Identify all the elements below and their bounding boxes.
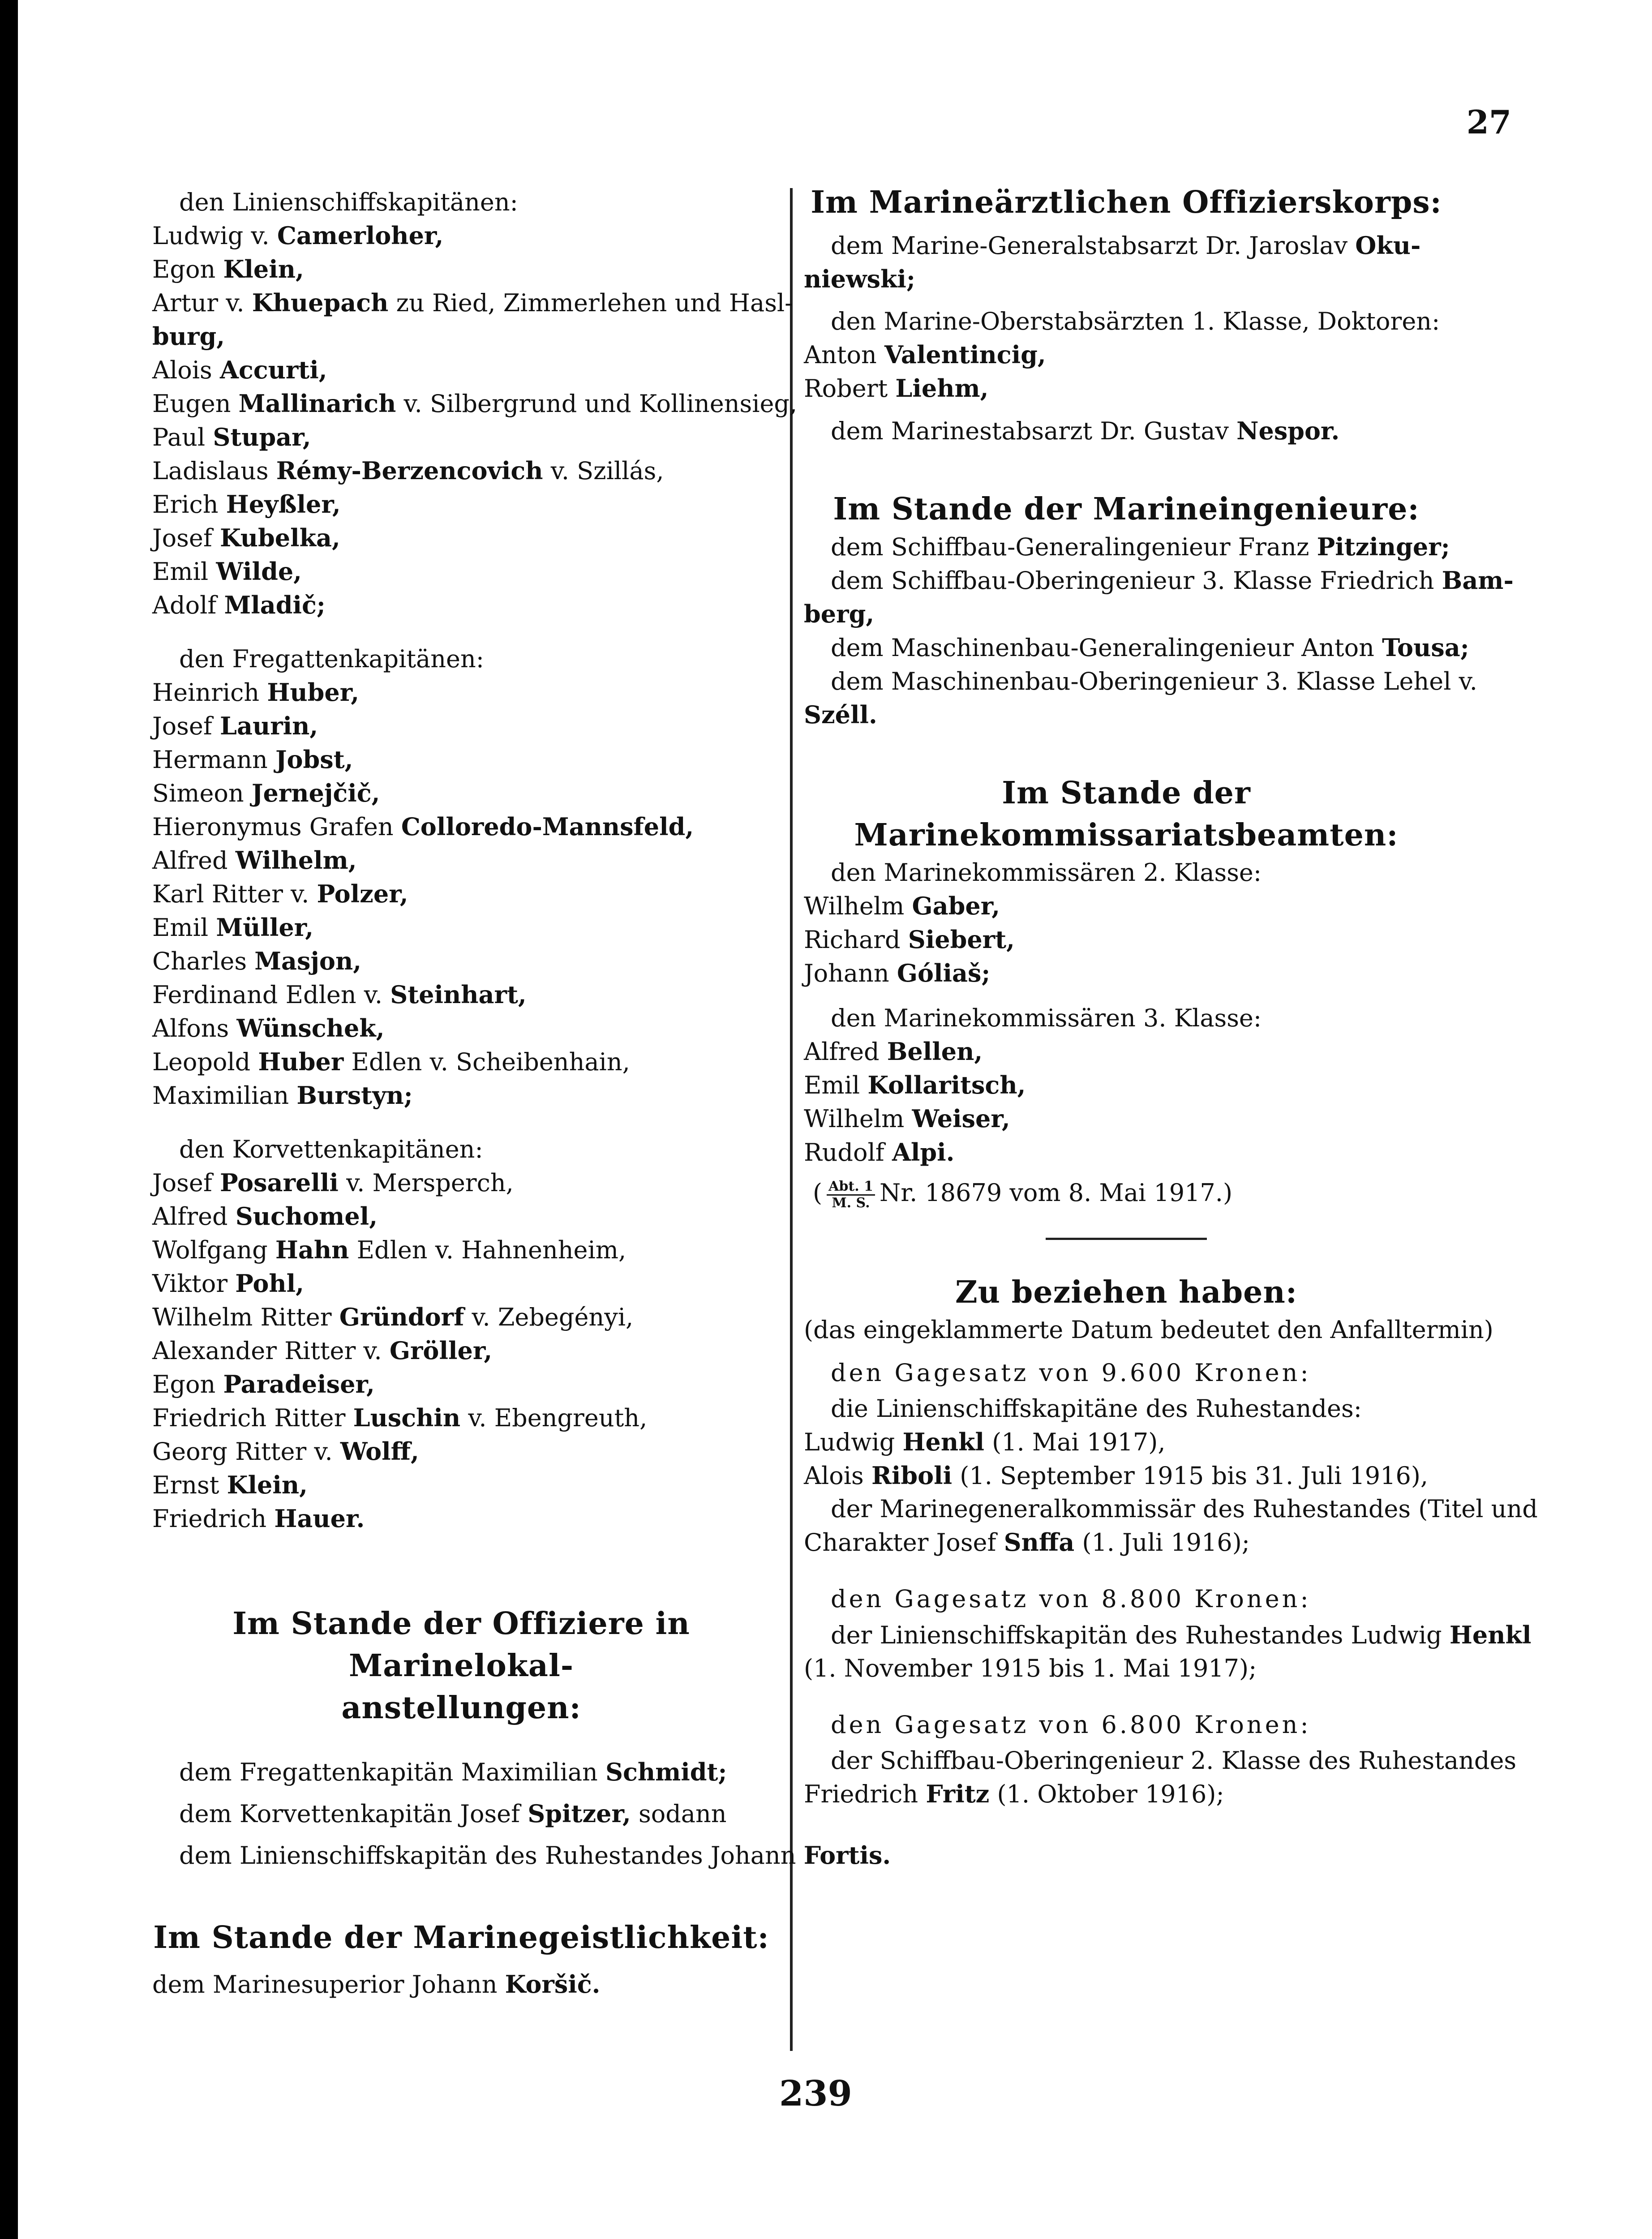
intro-korvettenkapitaene: den Korvettenkapitänen: bbox=[179, 1135, 483, 1163]
scan-gutter bbox=[0, 0, 18, 2239]
intro-gagesatz-6800: den Gagesatz von 6.800 Kronen: bbox=[831, 1710, 1311, 1739]
list-item: Emil Müller, bbox=[152, 913, 314, 942]
list-item: Ferdinand Edlen v. Steinhart, bbox=[152, 980, 527, 1009]
list-item: Erich Heyßler, bbox=[152, 490, 341, 519]
heading-zu-beziehen: Zu beziehen haben: bbox=[955, 1274, 1297, 1310]
intro-kommissaere-2: den Marinekommissären 2. Klasse: bbox=[831, 858, 1262, 887]
list-item: Leopold Huber Edlen v. Scheibenhain, bbox=[152, 1047, 630, 1076]
entry-geist: dem Marinesuperior Johann Koršič. bbox=[152, 1970, 601, 1999]
list-item: Simeon Jernejčič, bbox=[152, 779, 380, 807]
intro-fregattenkapitaene: den Fregattenkapitänen: bbox=[179, 645, 484, 673]
entry-g3-1: der Schiffbau-Oberingenieur 2. Klasse des Ruhestandes bbox=[831, 1746, 1517, 1775]
list-item: Wilhelm Ritter Gründorf v. Zebegényi, bbox=[152, 1303, 634, 1331]
entry-generalkommissaer-1: der Marinegeneralkommissär des Ruhestandes (Titel und bbox=[831, 1494, 1538, 1523]
list-item: Wilhelm Weiser, bbox=[804, 1104, 1010, 1133]
list-item: Charles Masjon, bbox=[152, 947, 361, 975]
intro-gagesatz-8800: den Gagesatz von 8.800 Kronen: bbox=[831, 1584, 1311, 1613]
heading-marinegeistlichkeit: Im Stande der Marinegeistlichkeit: bbox=[153, 1920, 769, 1956]
list-item: Alfons Wünschek, bbox=[152, 1014, 385, 1042]
list-item: Friedrich Ritter Luschin v. Ebengreuth, bbox=[152, 1403, 648, 1432]
list-item: Alfred Suchomel, bbox=[152, 1202, 378, 1231]
heading-marinelokal-2: anstellungen: bbox=[341, 1690, 581, 1726]
reference-fraction: $\frac{\text{Abt. 1}}{M. S.}$ bbox=[827, 1179, 875, 1211]
note-anfalltermin: (das eingeklammerte Datum bedeutet den Anfalltermin) bbox=[804, 1315, 1493, 1344]
list-item: Ernst Klein, bbox=[152, 1471, 308, 1499]
list-item: Alois Riboli (1. September 1915 bis 31. Juli 1916), bbox=[804, 1461, 1429, 1490]
list-item: Alois Accurti, bbox=[152, 356, 327, 384]
list-item: Ludwig v. Camerloher, bbox=[152, 221, 444, 250]
list-frigate bbox=[152, 676, 770, 1112]
list-item: Richard Siebert, bbox=[804, 925, 1015, 954]
list-captains bbox=[152, 219, 798, 622]
list-ing bbox=[804, 530, 1514, 597]
list-item: Adolf Mladič; bbox=[152, 591, 326, 619]
entry-g3-2: Friedrich Fritz (1. Oktober 1916); bbox=[804, 1779, 1224, 1808]
list-item: Josef Laurin, bbox=[152, 712, 318, 740]
list-lokal bbox=[152, 1751, 891, 1876]
list-item: Karl Ritter v. Polzer, bbox=[152, 879, 408, 908]
heading-marinearzt: Im Marineärztlichen Offizierskorps: bbox=[811, 184, 1442, 220]
page-number-top: 27 bbox=[1466, 103, 1511, 141]
list-item: Ladislaus Rémy-Berzencovich v. Szillás, bbox=[152, 456, 664, 485]
list-item: dem Linienschiffskapitän des Ruhestandes Johann Fortis. bbox=[179, 1841, 891, 1870]
list-komm1 bbox=[804, 889, 1449, 990]
entry-ing2-cont: Széll. bbox=[804, 700, 877, 729]
entry-ing-cont: berg, bbox=[804, 600, 875, 628]
list-item: dem Maschinenbau-Generalingenieur Anton Tousa; bbox=[831, 633, 1469, 662]
intro-gagesatz-9600: den Gagesatz von 9.600 Kronen: bbox=[831, 1358, 1311, 1387]
list-corvette bbox=[152, 1166, 770, 1536]
list-item: dem Schiffbau-Generalingenieur Franz Pitzinger; bbox=[831, 532, 1450, 561]
entry-generalkommissaer-2: Charakter Josef Snffa (1. Juli 1916); bbox=[804, 1527, 1250, 1557]
list-komm2 bbox=[804, 1035, 1449, 1169]
list-item: Johann Góliaš; bbox=[804, 959, 991, 987]
list-item: Paul Stupar, bbox=[152, 423, 311, 451]
list-item: dem Fregattenkapitän Maximilian Schmidt; bbox=[179, 1758, 727, 1786]
page-number-bottom: 239 bbox=[779, 2073, 852, 2114]
column-divider bbox=[790, 188, 793, 2051]
list-item: Georg Ritter v. Wolff, bbox=[152, 1437, 419, 1466]
list-item: Wolfgang Hahn Edlen v. Hahnenheim, bbox=[152, 1235, 626, 1264]
list-item: Egon Klein, bbox=[152, 255, 304, 283]
list-arzt bbox=[804, 338, 1449, 405]
entry-arzt-1-cont: niewski; bbox=[804, 265, 915, 293]
list-item: Hermann Jobst, bbox=[152, 745, 353, 774]
list-g1 bbox=[804, 1425, 1449, 1493]
list-item: Josef Kubelka, bbox=[152, 523, 340, 552]
intro-oberstabsaerzte: den Marine-Oberstabsärzten 1. Klasse, Doktoren: bbox=[831, 307, 1440, 335]
entry-g2-1: der Linienschiffskapitän des Ruhestandes Ludwig Henkl bbox=[831, 1620, 1532, 1649]
list-item: burg, bbox=[152, 322, 225, 351]
heading-marineingenieure: Im Stande der Marineingenieure: bbox=[833, 491, 1420, 527]
list-item: Alexander Ritter v. Gröller, bbox=[152, 1336, 493, 1365]
list-item: dem Schiffbau-Oberingenieur 3. Klasse Friedrich Bam- bbox=[831, 566, 1514, 595]
right-column bbox=[804, 184, 1538, 1811]
list-item: Emil Wilde, bbox=[152, 557, 302, 586]
list-item: dem Korvettenkapitän Josef Spitzer, sodann bbox=[179, 1799, 727, 1828]
intro-kommissaere-3: den Marinekommissären 3. Klasse: bbox=[831, 1004, 1262, 1032]
heading-marinekommissariat: Im Stande der Marinekommissariatsbeamten: bbox=[854, 775, 1399, 853]
list-item: Artur v. Khuepach zu Ried, Zimmerlehen und Hasl- bbox=[152, 288, 793, 317]
list-item: Alfred Bellen, bbox=[804, 1037, 983, 1066]
entry-arzt-1: dem Marine-Generalstabsarzt Dr. Jaroslav Oku- bbox=[831, 231, 1421, 260]
list-ing2 bbox=[804, 631, 1477, 698]
entry-stabsarzt: dem Marinestabsarzt Dr. Gustav Nespor. bbox=[831, 416, 1340, 445]
list-item: Josef Posarelli v. Mersperch, bbox=[152, 1168, 514, 1197]
list-item: Ludwig Henkl (1. Mai 1917), bbox=[804, 1427, 1166, 1456]
intro-linienschiffskapitaene: den Linienschiffskapitänen: bbox=[179, 188, 518, 216]
list-item: Robert Liehm, bbox=[804, 374, 989, 403]
list-item: Eugen Mallinarich v. Silbergrund und Kollinensieg, bbox=[152, 389, 798, 418]
list-item: Emil Kollaritsch, bbox=[804, 1071, 1026, 1099]
entry-g2-2: (1. November 1915 bis 1. Mai 1917); bbox=[804, 1654, 1257, 1682]
list-item: Maximilian Burstyn; bbox=[152, 1081, 413, 1110]
list-item: Heinrich Huber, bbox=[152, 678, 360, 707]
list-item: Wilhelm Gaber, bbox=[804, 892, 1000, 920]
list-item: Viktor Pohl, bbox=[152, 1269, 304, 1298]
list-item: Alfred Wilhelm, bbox=[152, 846, 357, 875]
list-item: dem Maschinenbau-Oberingenieur 3. Klasse Lehel v. bbox=[831, 667, 1477, 695]
intro-ruhestand-kapitaene: die Linienschiffskapitäne des Ruhestandes: bbox=[831, 1394, 1362, 1423]
list-item: Hieronymus Grafen Colloredo-Mannsfeld, bbox=[152, 812, 694, 841]
document-page bbox=[18, 0, 1652, 2239]
list-item: Anton Valentincig, bbox=[804, 340, 1046, 369]
list-item: Egon Paradeiser, bbox=[152, 1370, 375, 1398]
section-rule bbox=[1046, 1238, 1207, 1240]
decree-reference: ( $\frac{\text{Abt. 1}}{M. S.}$ Nr. 18679 vom 8. Mai 1917.) bbox=[813, 1178, 1233, 1211]
list-item: Rudolf Alpi. bbox=[804, 1138, 955, 1167]
list-item: Friedrich Hauer. bbox=[152, 1504, 365, 1533]
heading-marinelokal-1: Im Stande der Offiziere in Marinelokal- bbox=[232, 1606, 690, 1684]
